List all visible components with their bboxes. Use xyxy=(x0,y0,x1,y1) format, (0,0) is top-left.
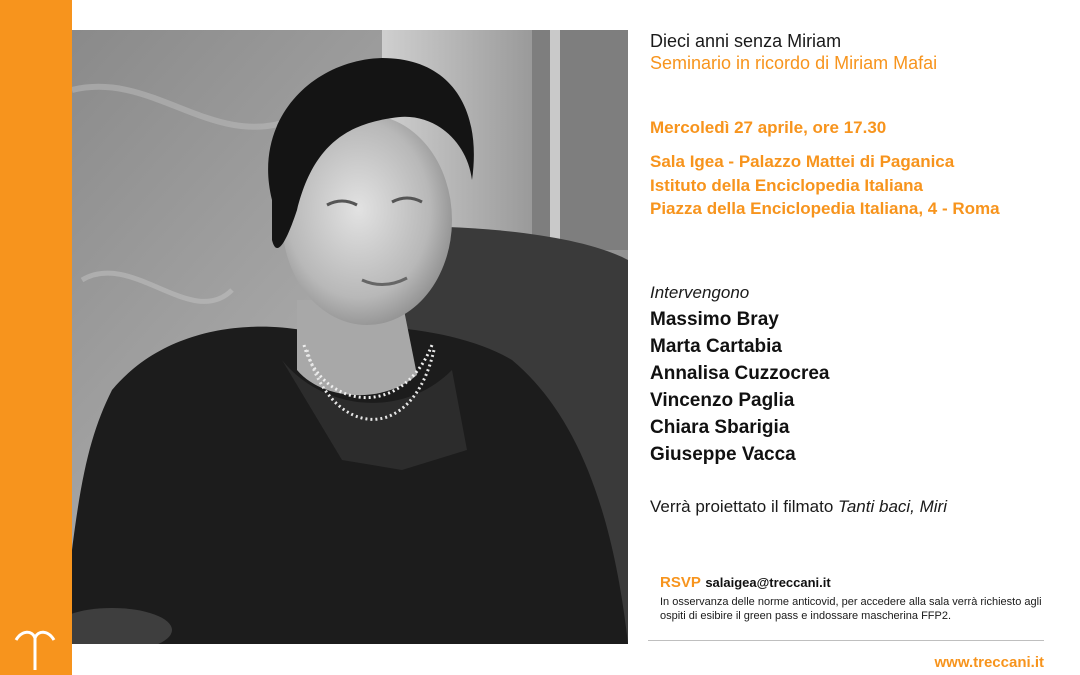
portrait-photo xyxy=(72,30,628,644)
venue-line: Piazza della Enciclopedia Italiana, 4 - Roma xyxy=(650,199,1000,218)
header-block xyxy=(650,30,1060,74)
film-title: Tanti baci, Miri xyxy=(838,497,947,516)
film-note xyxy=(650,497,947,517)
venue-line: Sala Igea - Palazzo Mattei di Paganica xyxy=(650,152,955,171)
treccani-logo-icon xyxy=(12,628,58,672)
venue-line: Istituto della Enciclopedia Italiana xyxy=(650,175,924,195)
speakers-list xyxy=(650,306,830,468)
event-venue xyxy=(650,150,1000,221)
event-subtitle: Seminario in ricordo di Miriam Mafai xyxy=(650,53,938,73)
footer-divider xyxy=(648,640,1044,641)
orange-side-bar xyxy=(0,0,72,675)
rsvp-label: RSVP xyxy=(660,574,701,591)
covid-notice: In osservanza delle norme anticovid, per accedere alla sala verrà richiesto agli ospiti di esibire il green pass e indossare mascherina FFP2. xyxy=(660,596,1042,622)
speaker-name: Annalisa Cuzzocrea xyxy=(650,363,830,384)
speaker-name: Massimo Bray xyxy=(650,309,779,330)
rsvp-line xyxy=(660,574,831,592)
speakers-label: Intervengono xyxy=(650,283,750,302)
event-datetime: Mercoledì 27 aprile, ore 17.30 xyxy=(650,118,887,137)
film-prefix: Verrà proiettato il filmato xyxy=(650,497,839,516)
rsvp-email-link[interactable]: salaigea@treccani.it xyxy=(705,575,831,590)
event-title: Dieci anni senza Miriam xyxy=(650,31,842,51)
website-link[interactable]: www.treccani.it xyxy=(934,654,1044,671)
speaker-name: Giuseppe Vacca xyxy=(650,444,796,465)
speaker-name: Chiara Sbarigia xyxy=(650,417,790,438)
speaker-name: Vincenzo Paglia xyxy=(650,390,795,411)
speaker-name: Marta Cartabia xyxy=(650,336,782,357)
